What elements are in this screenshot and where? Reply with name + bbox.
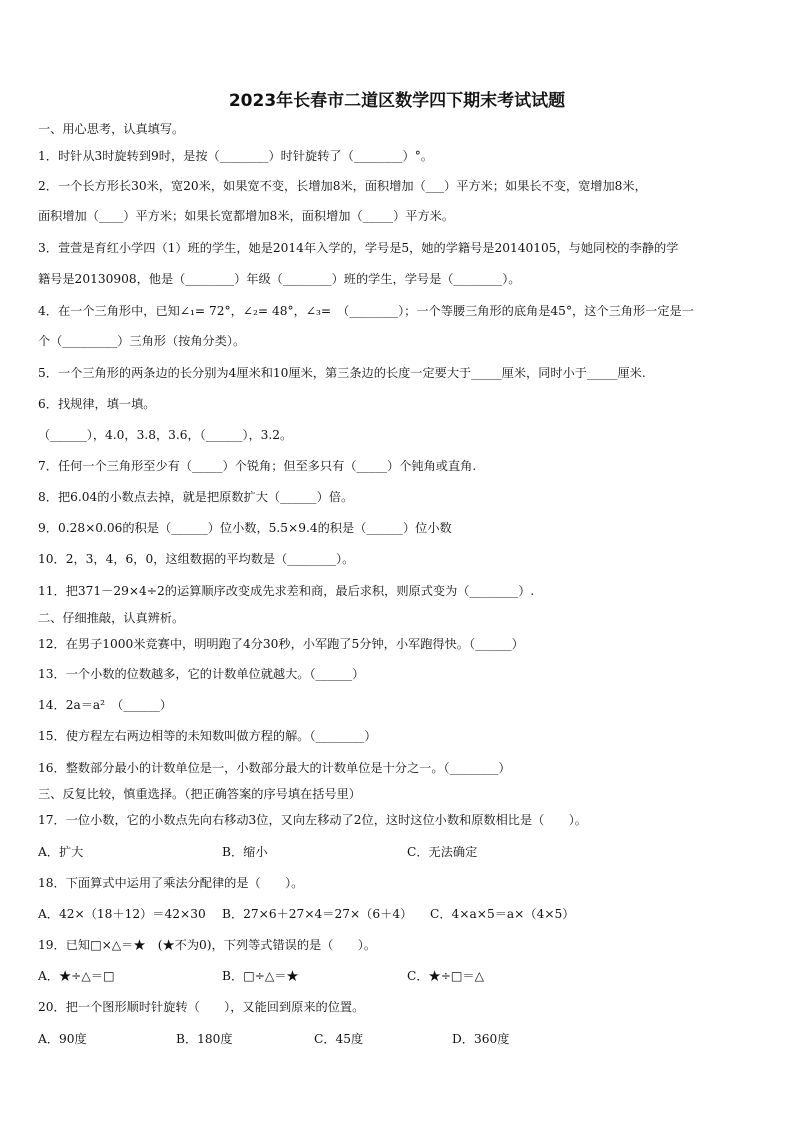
q18-option-a: A．42×（18＋12）＝42×30 — [38, 907, 206, 921]
question-6-sequence: （______），4.0，3.8，3.6，（______），3.2。 — [38, 428, 293, 442]
section-heading-2: 二、仔细推敲，认真辨析。 — [38, 611, 185, 625]
question-6: 6．找规律，填一填。 — [38, 397, 156, 411]
section-heading-3: 三、反复比较，慎重选择。（把正确答案的序号填在括号里） — [38, 787, 361, 801]
question-5: 5．一个三角形的两条边的长分别为4厘米和10厘米，第三条边的长度一定要大于_____厘米，同时小于_____厘米. — [38, 366, 646, 380]
q17-option-b: B．缩小 — [222, 845, 268, 859]
q20-option-c: C．45度 — [314, 1032, 364, 1046]
question-12: 12．在男子1000米竞赛中，明明跑了4分30秒，小军跑了5分钟，小军跑得快。（______） — [38, 637, 524, 651]
question-20: 20．把一个图形顺时针旋转（ ），又能回到原来的位置。 — [38, 1000, 365, 1014]
question-3-line-1: 3．萱萱是育红小学四（1）班的学生，她是2014年入学的，学号是5，她的学籍号是20140105，与她同校的李静的学 — [38, 241, 679, 255]
question-11: 11．把371－29×4÷2的运算顺序改变成先求差和商，最后求积，则原式变为（________）. — [38, 584, 535, 598]
question-2-line-1: 2．一个长方形长30米，宽20米，如果宽不变，长增加8米，面积增加（___）平方米；如果长不变，宽增加8米， — [38, 179, 647, 193]
question-2-line-2: 面积增加（____）平方米；如果长宽都增加8米，面积增加（_____）平方米。 — [38, 209, 455, 223]
question-4-line-2: 个（_________）三角形（按角分类）。 — [38, 334, 246, 348]
question-16: 16．整数部分最小的计数单位是一，小数部分最大的计数单位是十分之一。（________） — [38, 761, 511, 775]
question-15: 15．使方程左右两边相等的未知数叫做方程的解。（________） — [38, 729, 377, 743]
q19-option-c: C．★÷□＝△ — [407, 969, 484, 983]
question-3-line-2: 籍号是20130908，他是（________）年级（________）班的学生，学号是（________）。 — [38, 272, 521, 286]
q18-option-c: C．4×a×5＝a×（4×5） — [430, 907, 575, 921]
question-13: 13．一个小数的位数越多，它的计数单位就越大。（______） — [38, 667, 365, 681]
q20-option-b: B．180度 — [176, 1032, 233, 1046]
question-1: 1．时针从3时旋转到9时，是按（________）时针旋转了（________）°。 — [38, 149, 433, 163]
q20-option-d: D．360度 — [452, 1032, 510, 1046]
q18-option-b: B．27×6＋27×4＝27×（6＋4） — [222, 907, 413, 921]
q17-option-c: C．无法确定 — [407, 845, 478, 859]
q19-option-b: B．□÷△＝★ — [222, 969, 299, 983]
q20-option-a: A．90度 — [38, 1032, 87, 1046]
question-10: 10．2，3，4，6，0，这组数据的平均数是（________）。 — [38, 552, 355, 566]
q19-option-a: A．★÷△＝□ — [38, 969, 115, 983]
question-7: 7．任何一个三角形至少有（_____）个锐角；但至多只有（_____）个钝角或直角. — [38, 459, 477, 473]
q17-option-a: A．扩大 — [38, 845, 84, 859]
page-title: 2023年长春市二道区数学四下期末考试试题 — [228, 91, 566, 111]
question-17: 17．一位小数，它的小数点先向右移动3位，又向左移动了2位，这时这位小数和原数相比是（ ）。 — [38, 813, 587, 827]
question-18: 18．下面算式中运用了乘法分配律的是（ ）。 — [38, 876, 304, 890]
question-14: 14．2a＝a² （______） — [38, 698, 173, 712]
question-8: 8．把6.04的小数点去掉，就是把原数扩大（______）倍。 — [38, 490, 354, 504]
section-heading-1: 一、用心思考，认真填写。 — [38, 122, 185, 136]
question-9: 9．0.28×0.06的积是（______）位小数，5.5×9.4的积是（______）位小数 — [38, 521, 452, 535]
question-4-line-1: 4．在一个三角形中，已知∠₁= 72°，∠₂= 48°，∠₃= （________）；一个等腰三角形的底角是45°，这个三角形一定是一 — [38, 304, 694, 318]
question-19: 19．已知□×△＝★ (★不为0)，下列等式错误的是（ ）。 — [38, 938, 377, 952]
